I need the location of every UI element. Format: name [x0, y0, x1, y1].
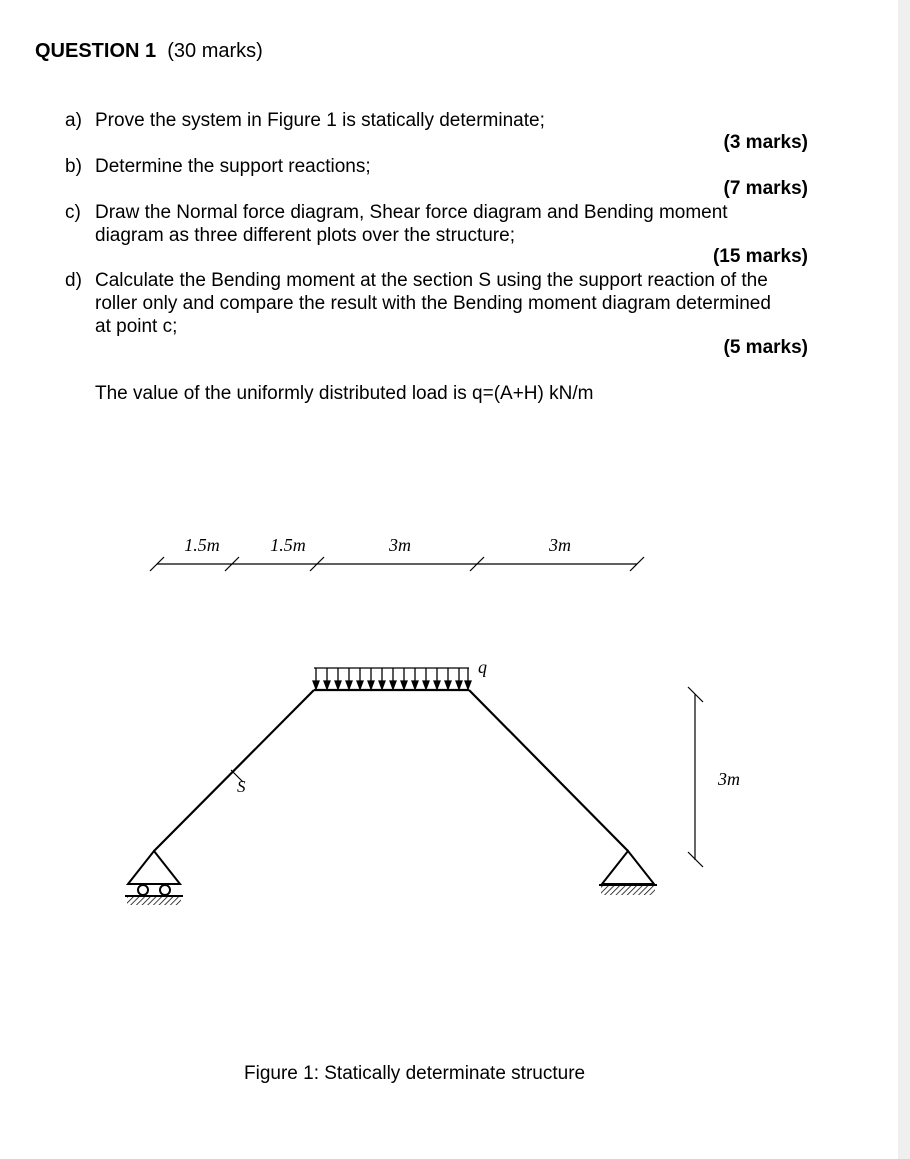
roller-support — [125, 851, 183, 905]
item-c-marks: (15 marks) — [712, 246, 808, 267]
item-d-text-line3: at point c; — [95, 316, 178, 337]
left-inclined-member — [154, 690, 314, 851]
distributed-load — [313, 668, 471, 689]
item-b-text: Determine the support reactions; — [95, 156, 371, 177]
item-c-letter: c) — [65, 202, 81, 223]
item-d-text-line2: roller only and compare the result with the Bending moment diagram determined — [95, 293, 771, 314]
height-dimension — [688, 687, 703, 867]
load-label-q: q — [478, 657, 487, 677]
question-marks: (30 marks) — [167, 40, 263, 62]
frame — [154, 690, 628, 851]
item-c-text-line1: Draw the Normal force diagram, Shear force diagram and Bending moment — [95, 202, 728, 223]
item-a-text: Prove the system in Figure 1 is statically determinate; — [95, 110, 545, 131]
dim-label-2: 1.5m — [270, 535, 306, 555]
question-title: QUESTION 1 — [35, 40, 157, 62]
item-b-letter: b) — [65, 156, 82, 177]
dimension-line — [150, 557, 644, 571]
item-a-letter: a) — [65, 110, 82, 131]
item-a-marks: (3 marks) — [723, 132, 808, 153]
right-inclined-member — [469, 690, 628, 851]
item-c-text-line2: diagram as three different plots over the structure; — [95, 225, 515, 246]
figure-caption: Figure 1: Statically determinate structure — [244, 1063, 586, 1084]
load-statement: The value of the uniformly distributed load is q=(A+H) kN/m — [95, 383, 594, 404]
section-label-s: S — [237, 777, 246, 796]
dim-label-1: 1.5m — [184, 535, 220, 555]
pin-support — [599, 851, 657, 895]
dim-label-3: 3m — [389, 535, 411, 555]
dim-label-4: 3m — [549, 535, 571, 555]
load-arrows — [313, 668, 471, 689]
item-d-marks: (5 marks) — [723, 337, 808, 358]
item-d-letter: d) — [65, 270, 82, 291]
item-d-text-line1: Calculate the Bending moment at the section S using the support reaction of the — [95, 270, 768, 291]
item-b-marks: (7 marks) — [723, 178, 808, 199]
height-label: 3m — [718, 769, 740, 789]
